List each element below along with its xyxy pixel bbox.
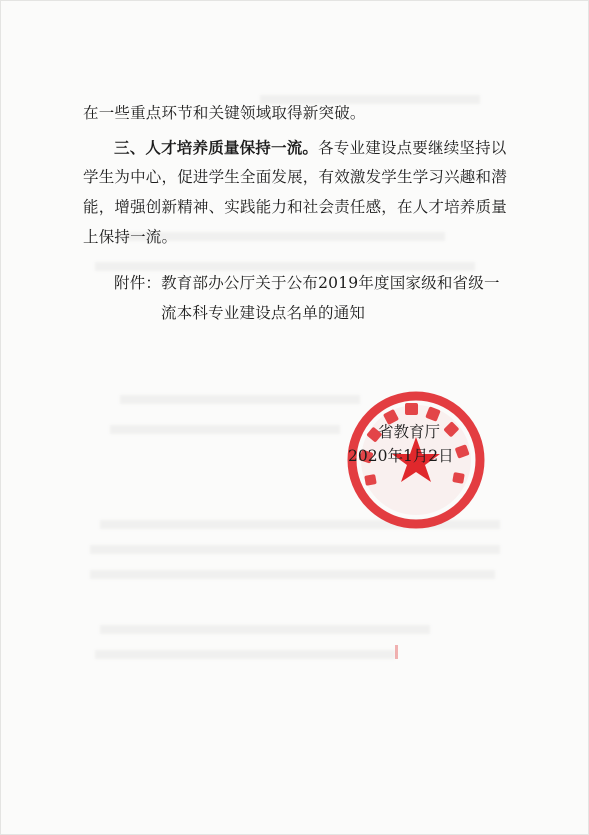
- body-text: 各专业建设点要继续坚持以: [318, 139, 507, 157]
- attachment-label: 附件：: [114, 274, 162, 292]
- bleed-through-text: [95, 650, 395, 659]
- body-line-1: 在一些重点环节和关键领域取得新突破。: [83, 104, 366, 122]
- issue-date: 2020年1月2日: [348, 447, 454, 465]
- body-line-2: [114, 138, 507, 158]
- bleed-through-text: [90, 570, 495, 579]
- attachment-title: 教育部办公厅关于公布2019年度国家级和省级一: [161, 274, 500, 292]
- red-bleed-mark: [395, 645, 398, 659]
- body-line-5: 上保持一流。: [83, 228, 178, 246]
- attachment-line-1: [114, 273, 500, 293]
- bleed-through-text: [90, 545, 500, 554]
- attachment-line-2: 流本科专业建设点名单的通知: [161, 304, 366, 322]
- issuer-name: 省教育厅: [378, 423, 441, 441]
- bleed-through-text: [110, 425, 340, 434]
- bleed-through-text: [120, 395, 360, 404]
- body-line-4: 能，增强创新精神、实践能力和社会责任感，在人才培养质量: [83, 198, 507, 216]
- bleed-through-text: [100, 625, 430, 634]
- body-line-3: 学生为中心，促进学生全面发展，有效激发学生学习兴趣和潜: [83, 168, 507, 186]
- bleed-through-text: [95, 262, 475, 271]
- section-heading: 三、人才培养质量保持一流。: [114, 138, 319, 157]
